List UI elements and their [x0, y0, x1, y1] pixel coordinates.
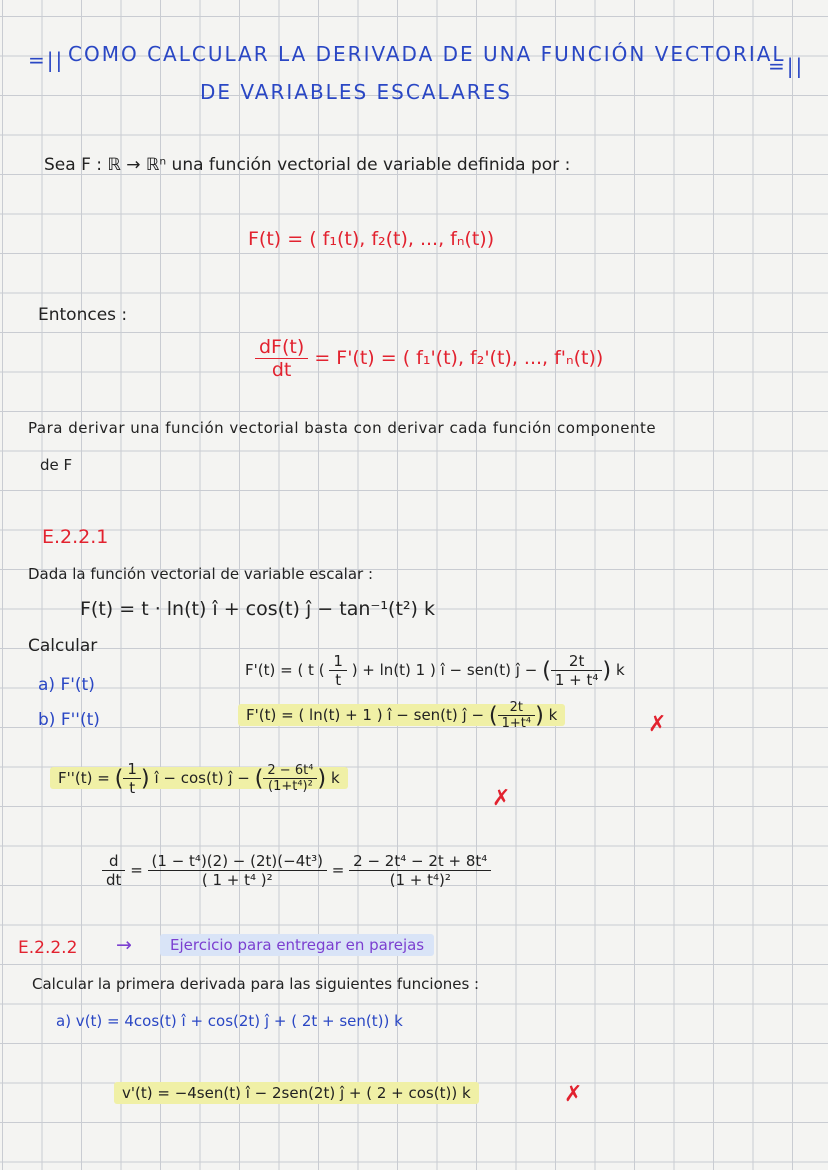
d2-frac-den: 1+t⁴ — [501, 716, 532, 731]
check-mark-2: ✗ — [492, 786, 511, 811]
res-fraction — [349, 852, 491, 889]
example2-part-a: a) v(t) = 4cos(t) î + cos(2t) ĵ + ( 2t + sen(t)) k — [56, 1012, 403, 1030]
res-den: (1 + t⁴)² — [389, 871, 451, 889]
dd-num: d — [102, 852, 125, 871]
check-mark-3: ✗ — [564, 1082, 583, 1107]
d1-inner-num: 1 — [329, 652, 347, 671]
d1-end: k — [615, 661, 625, 679]
example1-label: E.2.2.1 — [42, 526, 109, 548]
para-line2: de F — [40, 456, 73, 474]
example2-answer-text: v'(t) = −4sen(t) î − 2sen(2t) ĵ + ( 2 + cos(t)) k — [114, 1082, 479, 1104]
second-derivative-result: F''(t) = ( $\frac{1}{t}$ ) î − cos(t) ĵ − ( $\frac{\text{2 − 6t⁴}}{\text{(1+t⁴)²}}$ ) k — [50, 760, 348, 797]
example2-answer — [114, 1084, 479, 1102]
calcular-label: Calcular — [28, 636, 98, 656]
s-frac2-num: 2 − 6t⁴ — [263, 763, 317, 779]
work-eq: = — [331, 861, 345, 879]
d1-frac-num: 2t — [551, 652, 603, 671]
first-derivative-work: F'(t) = ( t ( $\frac{1}{t}$ ) + ln(t) 1 ) î − sen(t) ĵ − ( $\frac{2t}{\text{1 + t⁴}}$ ) k — [245, 652, 625, 689]
d1-mid: ) + ln(t) 1 ) î − sen(t) ĵ − — [351, 661, 538, 679]
example2-note-text: Ejercicio para entregar en parejas — [160, 934, 434, 956]
s-mid: î − cos(t) ĵ − — [154, 769, 250, 787]
d2-fraction — [498, 700, 535, 731]
arrow-icon: → — [116, 934, 132, 956]
d2-frac-num: 2t — [498, 700, 535, 716]
derivative-numerator: dF(t) — [255, 336, 308, 359]
title-line2: DE VARIABLES ESCALARES — [200, 80, 512, 104]
example1-text: Dada la función vectorial de variable escalar : — [28, 565, 374, 583]
s-frac-den: t — [129, 779, 136, 797]
intro-text: Sea F : ℝ → ℝⁿ una función vectorial de variable definida por : — [44, 155, 571, 175]
example2-label: E.2.2.2 — [18, 938, 78, 958]
s-frac-num: 1 — [123, 760, 141, 779]
intro-formula: F(t) = ( f₁(t), f₂(t), ..., fₙ(t)) — [248, 228, 495, 250]
entonces-label: Entonces : — [38, 305, 128, 325]
s-end: k — [330, 769, 340, 787]
quotient-work: $\frac{d}{dt}$ = $\frac{\text{(1 − t⁴)(2) − (2t)(−4t³)}}{\text{( 1 + t⁴ )²}}$ = $\frac{\text{2 − 2t⁴ − 2t + 8t⁴}}{\text{(1 + t⁴)²}}$ — [102, 852, 491, 889]
d2-left: F'(t) = ( ln(t) + 1 ) î − sen(t) ĵ − — [246, 706, 485, 724]
s-fraction — [123, 760, 141, 797]
s-frac2-den: (1+t⁴)² — [268, 779, 313, 794]
d1-fraction — [551, 652, 603, 689]
title-line1: COMO CALCULAR LA DERIVADA DE UNA FUNCIÓN VECTORIAL — [68, 42, 786, 66]
derivative-fraction — [255, 336, 308, 381]
title-marks-right: =|| — [768, 54, 805, 78]
work-fraction — [148, 852, 327, 889]
title-marks-left: =|| — [28, 48, 65, 72]
para-line1: Para derivar una función vectorial basta con derivar cada función componente — [28, 419, 657, 437]
d1-frac-den: 1 + t⁴ — [554, 671, 599, 689]
s-left: F''(t) = — [58, 769, 110, 787]
s-fraction2 — [263, 763, 317, 794]
dd-fraction — [102, 852, 125, 889]
entonces-formula — [255, 336, 603, 381]
d1-inner-den: t — [335, 671, 342, 689]
d1-left: F'(t) = ( t ( — [245, 661, 325, 679]
work-den: ( 1 + t⁴ )² — [201, 871, 273, 889]
part-b: b) F''(t) — [38, 710, 100, 730]
res-num: 2 − 2t⁴ − 2t + 8t⁴ — [349, 852, 491, 871]
example2-note — [160, 936, 434, 954]
example1-formula: F(t) = t · ln(t) î + cos(t) ĵ − tan⁻¹(t²) k — [80, 598, 435, 620]
work-num: (1 − t⁴)(2) − (2t)(−4t³) — [148, 852, 327, 871]
derivative-denominator: dt — [271, 359, 292, 381]
first-derivative-result: F'(t) = ( ln(t) + 1 ) î − sen(t) ĵ − ( $\frac{2t}{\text{1+t⁴}}$ ) k — [238, 700, 565, 731]
dd-den: dt — [106, 871, 122, 889]
part-a: a) F'(t) — [38, 675, 95, 695]
d2-end: k — [548, 706, 558, 724]
check-mark-1: ✗ — [648, 712, 667, 737]
d1-inner-fraction — [329, 652, 347, 689]
example2-text: Calcular la primera derivada para las siguientes funciones : — [32, 975, 480, 993]
derivative-rhs: = F'(t) = ( f₁'(t), f₂'(t), ..., f'ₙ(t)) — [314, 347, 604, 369]
